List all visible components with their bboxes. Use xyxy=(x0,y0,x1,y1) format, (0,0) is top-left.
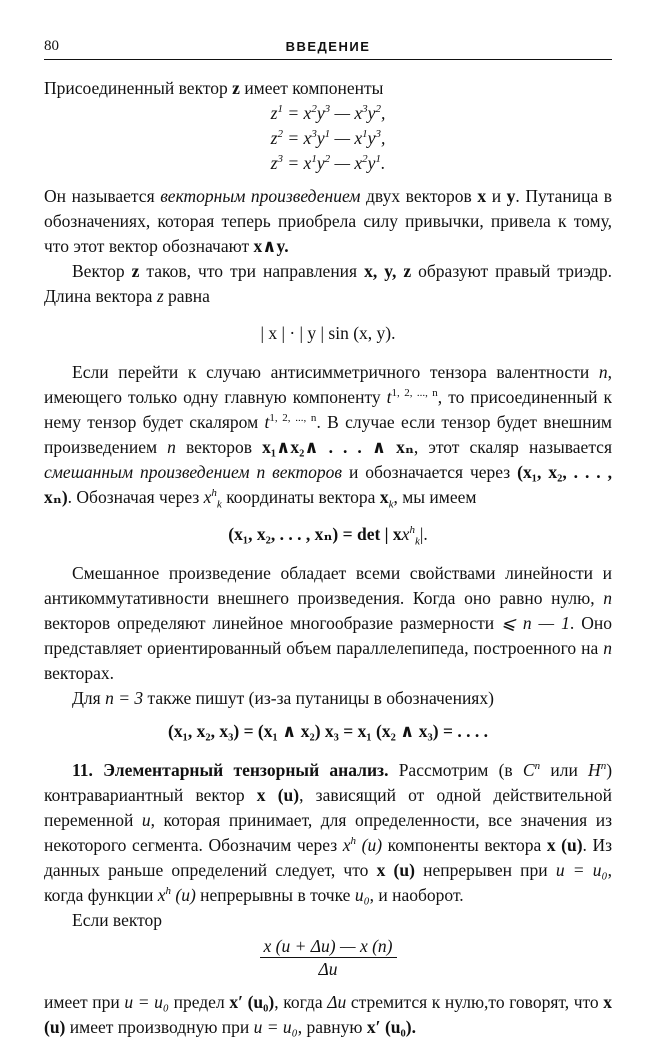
equation: $z^3 = x^1y^2$ — $x^2y^1$. xyxy=(270,153,386,173)
paragraph: Вектор z таков, что три направления x, y, z образуют правый триэдр. Длина вектора z равна xyxy=(44,261,612,306)
page xyxy=(44,38,613,1037)
fraction: $\frac{x (u + \Delta u) — x (n)}{\Delta u}$ xyxy=(260,935,397,980)
section-title: 11. Элементарный тензорный анализ. xyxy=(72,760,389,780)
paragraph: Если вектор xyxy=(72,910,163,930)
page-number: 80 xyxy=(44,38,59,54)
paragraph: Он называется векторным произведением двух векторов x и y. Путаница в обозначениях, которая теперь приобрела силу привычки, привела к тому, что этот вектор обозначают x∧y. xyxy=(44,186,613,256)
page-body xyxy=(44,76,612,1040)
section-paragraph: 11. Элементарный тензорный анализ. Рассмотрим (в $C^n$ или $H^n$) контравариантный вектор x (u), зависящий от одной действительной переменной u, которая принимает, для определенности, все значения из некоторого сегмента. Обозначим через $x^h$ (u) компоненты вектора x (u). Из данных раньше определений следует, что x (u) непрерывен при u = u₀, когда функции $x^h$ (u) непрерывны в точке u₀, и наоборот. xyxy=(44,760,613,905)
paragraph: Смешанное произведение обладает всеми свойствами линейности и антикоммутативности внешнего произведения. Когда оно равно нулю, n векторов определяют линейное многообразие размерности ⩽ n — 1. Оно представляет ориентированный объем параллелепипеда, построенного на n векторах. xyxy=(44,563,613,683)
equation: $z^2 = x^3y^1$ — $x^1y^3$, xyxy=(270,128,386,148)
paragraph: Присоединенный вектор z имеет компоненты xyxy=(44,78,384,98)
page-header xyxy=(44,38,612,58)
equation: (x₁, x₂, x₃) = (x₁ ∧ x₂) x₃ = x₁ (x₂ ∧ x₃) = . . . . xyxy=(168,721,488,741)
equation: (x₁, x₂, . . . , xₙ) = det | $xx^h_k|$. xyxy=(228,524,428,548)
equation: $z^1 = x^2y^3$ — $x^3y^2$, xyxy=(270,103,386,123)
header-rule xyxy=(44,59,612,60)
running-title: ВВЕДЕНИЕ xyxy=(285,39,371,54)
equation: | x | · | y | sin (x, y). xyxy=(260,323,396,343)
paragraph: Для n = 3 также пишут (из-за путаницы в обозначениях) xyxy=(72,688,494,708)
paragraph: Если перейти к случаю антисимметричного тензора валентности n, имеющего только одну главную компоненту $t^{1, 2, ..., n}$, то присоединенный к нему тензор будет скаляром $t^{1, 2, ..., n}$. В случае если тензор будет внешним произведением n векторов x₁∧x₂∧ . . . ∧ xₙ, этот скаляр называется смешанным произведением n векторов и обозначается через (x₁, x₂, . . . , xₙ). Обозначая через $x^h_k$ координаты вектора $x_k$, мы имеем xyxy=(44,362,613,511)
paragraph: имеет при u = u₀ предел x′ (u₀), когда Δu стремится к нулю,то говорят, что x (u) имеет производную при u = u₀, равную x′ (u₀). xyxy=(44,992,613,1037)
fraction-equation xyxy=(44,935,612,980)
